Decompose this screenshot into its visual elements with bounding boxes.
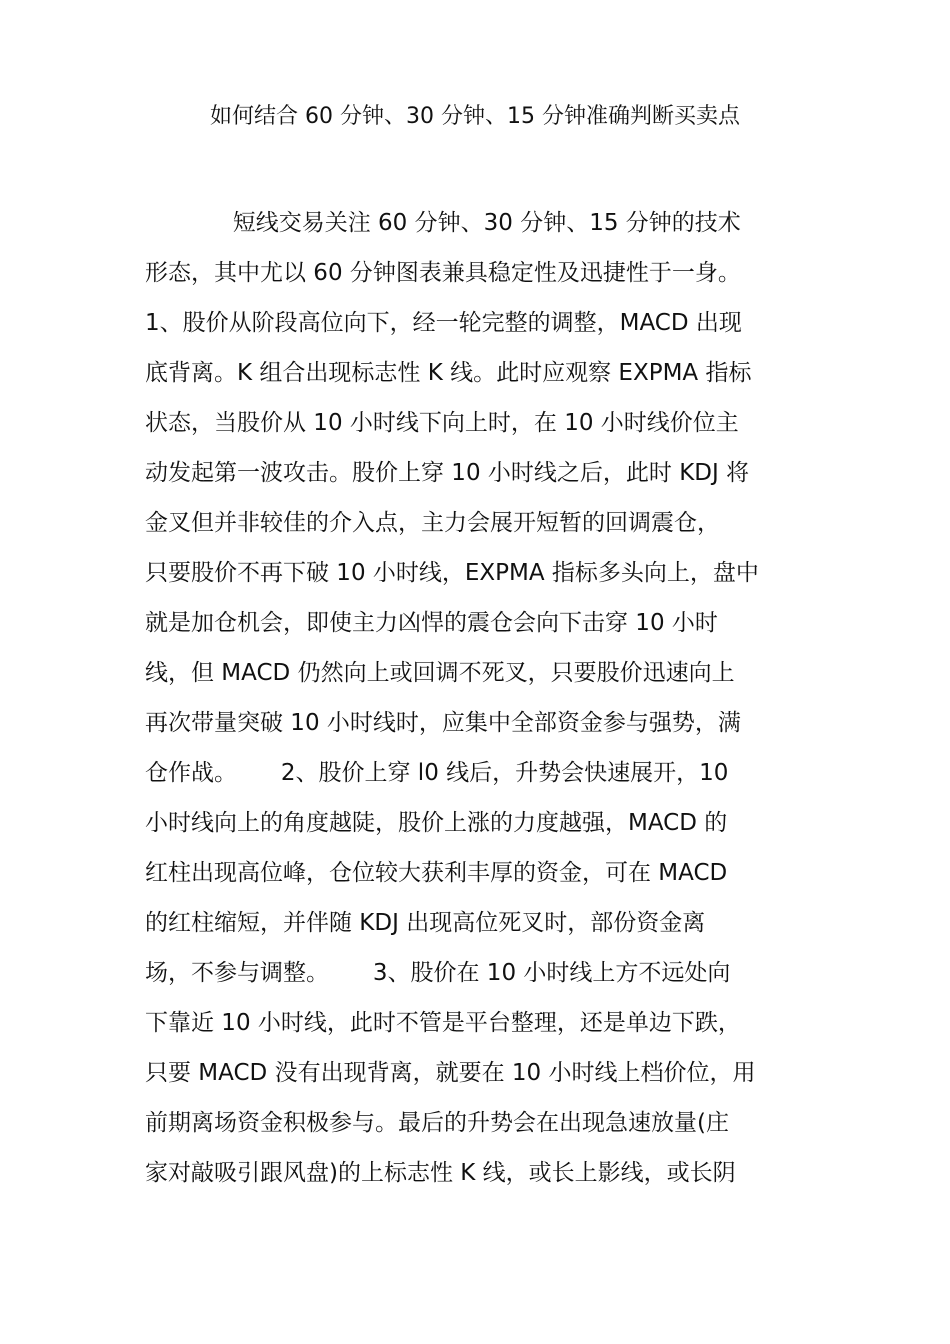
body-line: 只要 MACD 没有出现背离，就要在 10 小时线上档价位，用 bbox=[145, 1060, 756, 1086]
body-line: 底背离。K 组合出现标志性 K 线。此时应观察 EXPMA 指标 bbox=[145, 360, 752, 386]
body-line: 金叉但并非较佳的介入点，主力会展开短暂的回调震仓， bbox=[145, 510, 720, 536]
body-line: 家对敲吸引跟风盘)的上标志性 K 线，或长上影线，或长阴 bbox=[145, 1160, 736, 1186]
body-line: 动发起第一波攻击。股价上穿 10 小时线之后，此时 KDJ 将 bbox=[145, 460, 750, 486]
body-line: 形态，其中尤以 60 分钟图表兼具稳定性及迅捷性于一身。 bbox=[145, 260, 741, 286]
body-line: 小时线向上的角度越陡，股价上涨的力度越强，MACD 的 bbox=[145, 810, 728, 836]
body-line: 线，但 MACD 仍然向上或回调不死叉，只要股价迅速向上 bbox=[145, 660, 735, 686]
document-body bbox=[145, 198, 825, 1198]
body-line: 再次带量突破 10 小时线时，应集中全部资金参与强势，满 bbox=[145, 710, 741, 736]
body-line: 状态，当股价从 10 小时线下向上时，在 10 小时线价位主 bbox=[145, 410, 739, 436]
body-line: 1、股价从阶段高位向下，经一轮完整的调整，MACD 出现 bbox=[145, 310, 742, 336]
body-line: 只要股价不再下破 10 小时线，EXPMA 指标多头向上，盘中 bbox=[145, 560, 759, 586]
body-line: 短线交易关注 60 分钟、30 分钟、15 分钟的技术 bbox=[145, 210, 741, 236]
body-line: 前期离场资金积极参与。最后的升势会在出现急速放量(庄 bbox=[145, 1110, 729, 1136]
body-line: 下靠近 10 小时线，此时不管是平台整理，还是单边下跌， bbox=[145, 1010, 741, 1036]
body-line: 的红柱缩短，并伴随 KDJ 出现高位死叉时，部份资金离 bbox=[145, 910, 706, 936]
body-line: 红柱出现高位峰，仓位较大获利丰厚的资金，可在 MACD bbox=[145, 860, 728, 886]
body-line: 仓作战。 2、股价上穿 l0 线后，升势会快速展开，10 bbox=[145, 760, 729, 786]
body-line: 场，不参与调整。 3、股价在 10 小时线上方不远处向 bbox=[145, 960, 731, 986]
body-line: 就是加仓机会，即使主力凶悍的震仓会向下击穿 10 小时 bbox=[145, 610, 718, 636]
document-title: 如何结合 60 分钟、30 分钟、15 分钟准确判断买卖点 bbox=[210, 104, 740, 129]
